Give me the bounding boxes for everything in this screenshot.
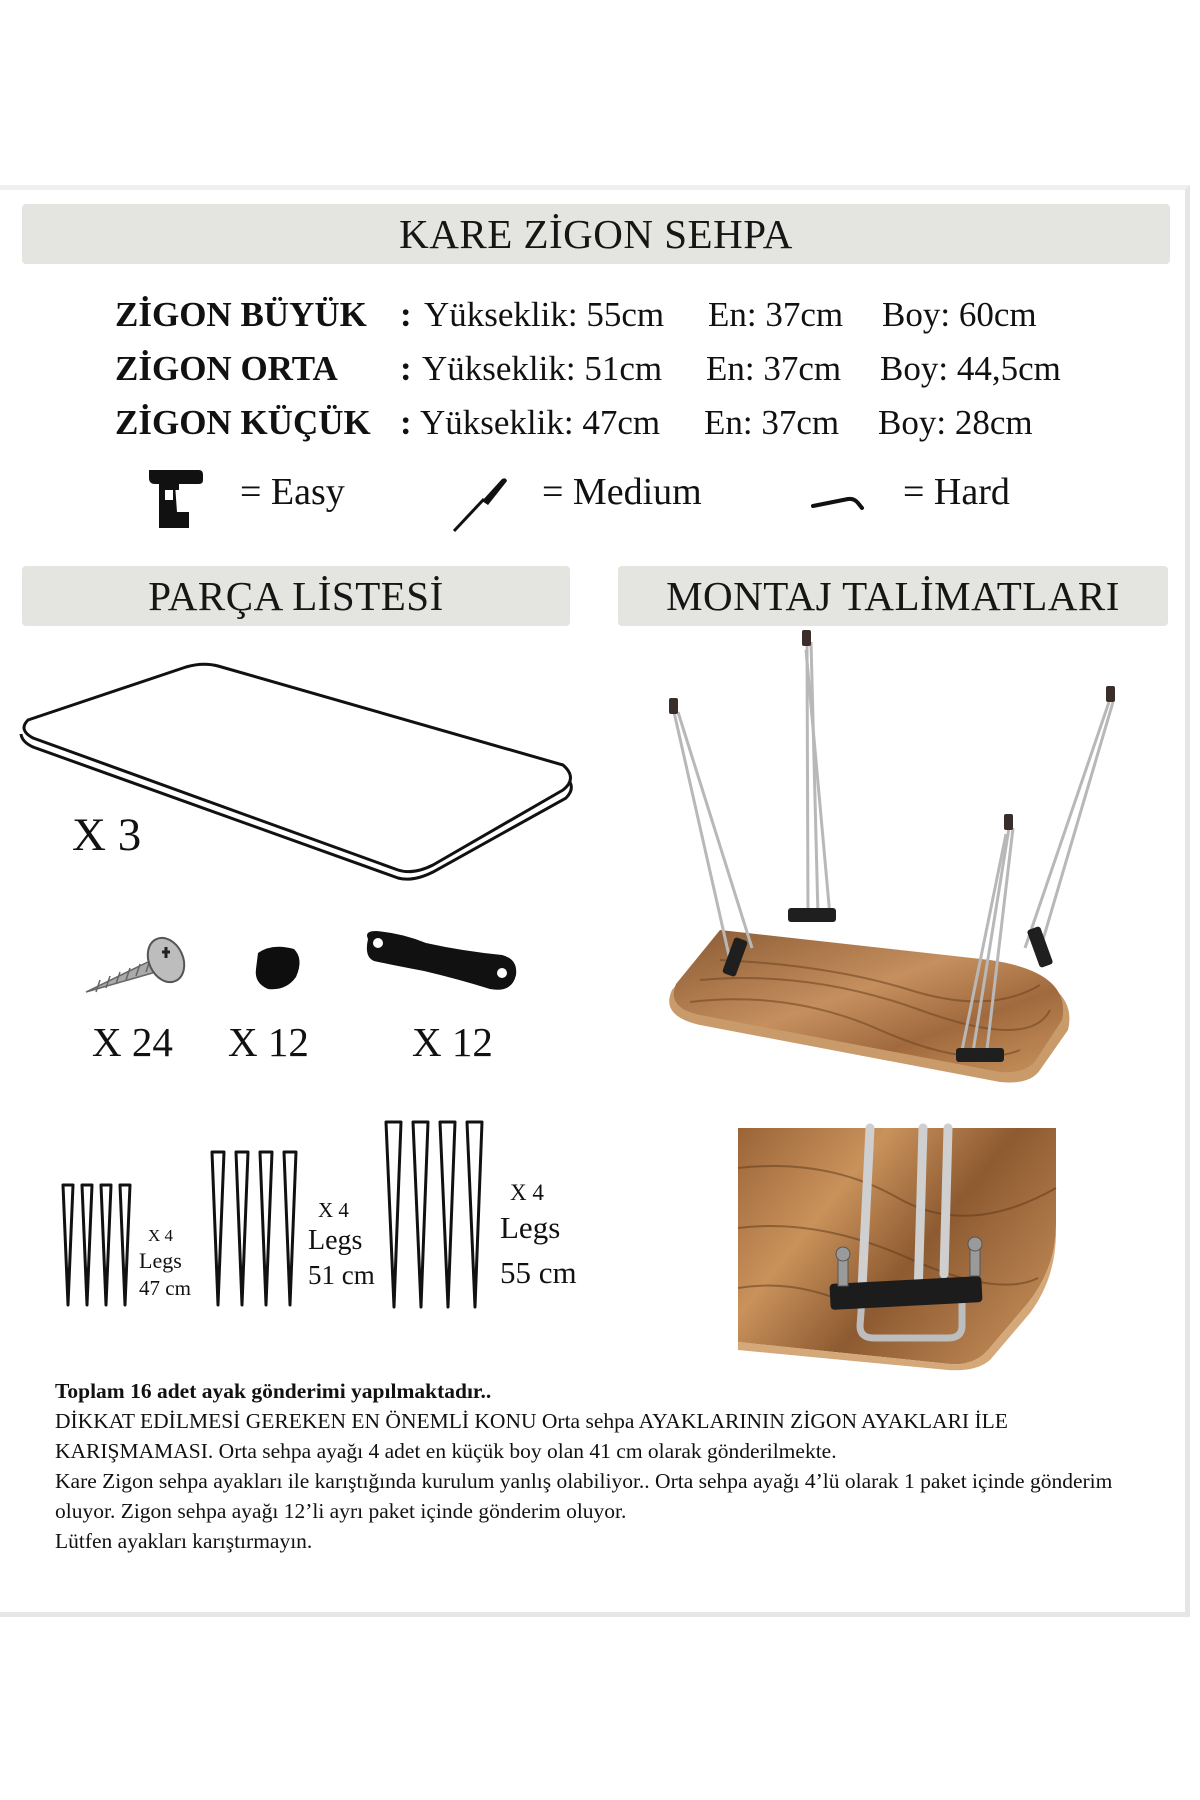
- spec-width: En: 37cm: [706, 349, 842, 388]
- legs-55-size: 55 cm: [500, 1255, 577, 1290]
- allen-key-icon: [810, 490, 865, 515]
- parts-list-heading: PARÇA LİSTESİ: [22, 566, 570, 626]
- spec-height: Yükseklik: 47cm: [420, 403, 661, 442]
- legs-47-size: 47 cm: [139, 1276, 191, 1300]
- legs-55cm-icon: [383, 1120, 498, 1310]
- spec-colon: :: [400, 403, 412, 442]
- spec-length: Boy: 44,5cm: [880, 349, 1061, 388]
- screw-icon: [82, 932, 187, 997]
- spec-name: ZİGON ORTA: [115, 349, 338, 388]
- notes-block: [55, 1376, 1135, 1556]
- notes-line: Lütfen ayakları karıştırmayın.: [55, 1529, 313, 1553]
- drill-icon: [145, 468, 205, 532]
- legend-medium: = Medium: [542, 471, 702, 513]
- notes-line: DİKKAT EDİLMESİ GEREKEN EN ÖNEMLİ KONU Orta sehpa AYAKLARININ ZİGON AYAKLARI İLE KARIŞMAMASI. Orta sehpa ayağı 4 adet en küçük boy olan 41 cm olarak gönderilmekte.: [55, 1409, 1008, 1463]
- legs-51-size: 51 cm: [308, 1260, 375, 1290]
- legs-47-qty: X 4: [148, 1226, 174, 1245]
- legs-51-qty: X 4: [318, 1198, 349, 1222]
- spec-name: ZİGON BÜYÜK: [115, 295, 367, 334]
- spec-height: Yükseklik: 55cm: [424, 295, 665, 334]
- legs-47-label: Legs: [139, 1248, 182, 1273]
- spec-width: En: 37cm: [704, 403, 840, 442]
- assembly-heading: MONTAJ TALİMATLARI: [618, 566, 1168, 626]
- mount-bracket-icon: [362, 927, 520, 997]
- legs-55-label: Legs: [500, 1210, 561, 1245]
- legend-hard: = Hard: [903, 471, 1010, 513]
- assembly-photo-detail: [738, 1128, 1056, 1368]
- spec-length: Boy: 60cm: [882, 295, 1037, 334]
- assembly-photo-table: [660, 630, 1100, 1110]
- legs-47cm-icon: [60, 1183, 140, 1308]
- bracket-quantity: X 12: [412, 1019, 493, 1065]
- screw-quantity: X 24: [92, 1019, 173, 1065]
- spec-name: ZİGON KÜÇÜK: [115, 403, 371, 442]
- legend-easy: = Easy: [240, 471, 345, 513]
- legs-55-qty: X 4: [510, 1180, 544, 1205]
- cap-quantity: X 12: [228, 1019, 309, 1065]
- screwdriver-icon: [450, 475, 510, 535]
- leg-cap-icon: [252, 943, 307, 993]
- spec-height: Yükseklik: 51cm: [422, 349, 663, 388]
- legs-51-label: Legs: [308, 1225, 363, 1256]
- spec-length: Boy: 28cm: [878, 403, 1033, 442]
- notes-line: Kare Zigon sehpa ayakları ile karıştığında kurulum yanlış olabiliyor.. Orta sehpa ayağı 4’lü olarak 1 paket içinde gönderim oluyor. Zigon sehpa ayağı 12’li ayrı paket içinde gönderim oluyor.: [55, 1469, 1113, 1523]
- page-title: KARE ZİGON SEHPA: [22, 204, 1170, 264]
- tabletop-quantity: X 3: [72, 809, 142, 861]
- notes-bold: Toplam 16 adet ayak gönderimi yapılmaktadır..: [55, 1379, 492, 1403]
- legs-51cm-icon: [209, 1150, 307, 1308]
- spec-width: En: 37cm: [708, 295, 844, 334]
- spec-colon: :: [400, 349, 412, 388]
- spec-colon: :: [400, 295, 412, 334]
